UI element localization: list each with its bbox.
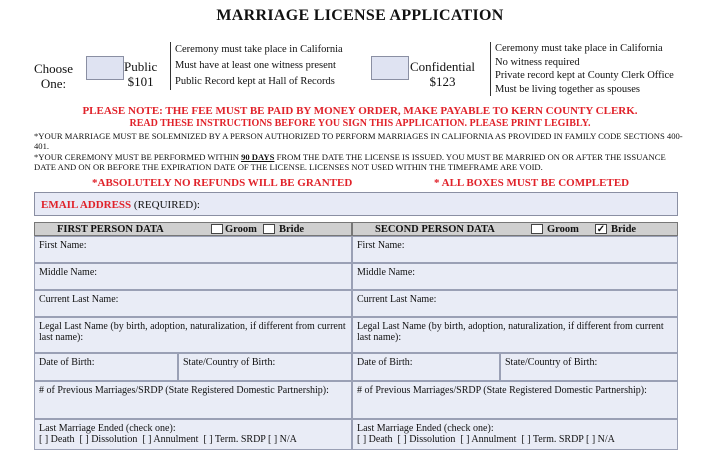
second-first-name-field[interactable]: First Name: [352, 236, 678, 263]
ceremony-notice-post: FROM THE DATE THE LICENSE IS ISSUED. YOU MUST BE MARRIED ON OR AFTER THE ISSUANCE DATE AND ON OR BEFORE THE EXPIRATION DATE OF THE LICENSE. LICENSES NOT USED WITHIN THE TIMEFRAME ARE VOID. [34, 152, 666, 172]
first-ended-options[interactable]: [ ] Death [ ] Dissolution [ ] Annulment [ ] Term. SRDP [ ] N/A [39, 434, 297, 445]
choose-one-label [34, 61, 73, 91]
no-refunds-notice: *ABSOLUTELY NO REFUNDS WILL BE GRANTED [92, 177, 353, 189]
first-groom-checkbox[interactable] [211, 224, 223, 234]
second-current-last-name-field[interactable]: Current Last Name: [352, 290, 678, 317]
public-note: Public Record kept at Hall of Records [175, 76, 335, 87]
read-instructions-notice: READ THESE INSTRUCTIONS BEFORE YOU SIGN THIS APPLICATION. PLEASE PRINT LEGIBLY. [129, 118, 591, 129]
second-bride-label: Bride [611, 224, 637, 235]
all-boxes-notice: * ALL BOXES MUST BE COMPLETED [434, 177, 630, 189]
confidential-checkbox[interactable] [371, 56, 409, 80]
first-legal-last-name-field[interactable]: Legal Last Name (by birth, adoption, naturalization, if different from current last name): [34, 317, 352, 353]
public-option [124, 59, 157, 89]
public-note: Ceremony must take place in California [175, 44, 343, 55]
public-note: Must have at least one witness present [175, 60, 336, 71]
confidential-note: Ceremony must take place in California [495, 43, 663, 54]
page-title: MARRIAGE LICENSE APPLICATION [216, 7, 504, 24]
second-person-header [352, 222, 678, 236]
confidential-notes [490, 42, 674, 96]
second-middle-name-field[interactable]: Middle Name: [352, 263, 678, 290]
confidential-note: Private record kept at County Clerk Office [495, 70, 674, 81]
first-bride-checkbox[interactable] [263, 224, 275, 234]
second-last-marriage-ended-field[interactable] [352, 419, 678, 450]
second-ended-options[interactable]: [ ] Death [ ] Dissolution [ ] Annulment [ ] Term. SRDP [ ] N/A [357, 434, 615, 445]
fee-notice: PLEASE NOTE: THE FEE MUST BE PAID BY MONEY ORDER, MAKE PAYABLE TO KERN COUNTY CLERK. [82, 105, 638, 117]
email-required: (REQUIRED): [131, 199, 200, 211]
public-notes [170, 42, 343, 90]
first-groom-label: Groom [225, 224, 257, 235]
first-person-header [34, 222, 352, 236]
first-bride-label: Bride [279, 224, 305, 235]
second-legal-last-name-field[interactable]: Legal Last Name (by birth, adoption, naturalization, if different from current last name): [352, 317, 678, 353]
confidential-note: Must be living together as spouses [495, 83, 640, 95]
ceremony-notice [34, 152, 684, 172]
second-groom-checkbox[interactable] [531, 224, 543, 234]
confidential-option [410, 59, 475, 89]
first-state-country-field[interactable]: State/Country of Birth: [178, 353, 352, 381]
first-last-marriage-ended-field[interactable] [34, 419, 352, 450]
confidential-price: $123 [429, 74, 456, 89]
second-bride-checkbox[interactable]: ✓ [596, 224, 606, 235]
second-last-ended-label: Last Marriage Ended (check one): [357, 423, 494, 434]
second-groom-label: Groom [547, 224, 579, 235]
email-field[interactable] [34, 192, 678, 216]
first-prev-marriages-field[interactable]: # of Previous Marriages/SRDP (State Registered Domestic Partnership): [34, 381, 352, 419]
first-middle-name-field[interactable]: Middle Name: [34, 263, 352, 290]
choose-line-1: Choose [34, 61, 73, 76]
first-first-name-field[interactable]: First Name: [34, 236, 352, 263]
first-person-title: FIRST PERSON DATA [57, 224, 164, 235]
second-prev-marriages-field[interactable]: # of Previous Marriages/SRDP (State Registered Domestic Partnership): [352, 381, 678, 419]
confidential-note: No witness required [495, 56, 580, 68]
choose-line-2: One: [40, 76, 67, 91]
ceremony-notice-pre: *YOUR CEREMONY MUST BE PERFORMED WITHIN [34, 152, 242, 162]
first-dob-field[interactable]: Date of Birth: [34, 353, 178, 381]
confidential-label: Confidential [410, 59, 475, 74]
first-last-ended-label: Last Marriage Ended (check one): [39, 423, 176, 434]
public-checkbox[interactable] [86, 56, 124, 80]
second-dob-field[interactable]: Date of Birth: [352, 353, 500, 381]
solemnized-notice: *YOUR MARRIAGE MUST BE SOLEMNIZED BY A PERSON AUTHORIZED TO PERFORM MARRIAGES IN CALIFORNIA AS PROVIDED IN FAMILY CODE SECTIONS 400-401. [34, 131, 683, 151]
email-label: EMAIL ADDRESS [41, 199, 132, 211]
public-label: Public [124, 59, 158, 74]
first-current-last-name-field[interactable]: Current Last Name: [34, 290, 352, 317]
second-person-title: SECOND PERSON DATA [375, 224, 495, 235]
second-state-country-field[interactable]: State/Country of Birth: [500, 353, 678, 381]
ceremony-days: 90 DAYS [241, 152, 275, 162]
public-price: $101 [127, 74, 154, 89]
